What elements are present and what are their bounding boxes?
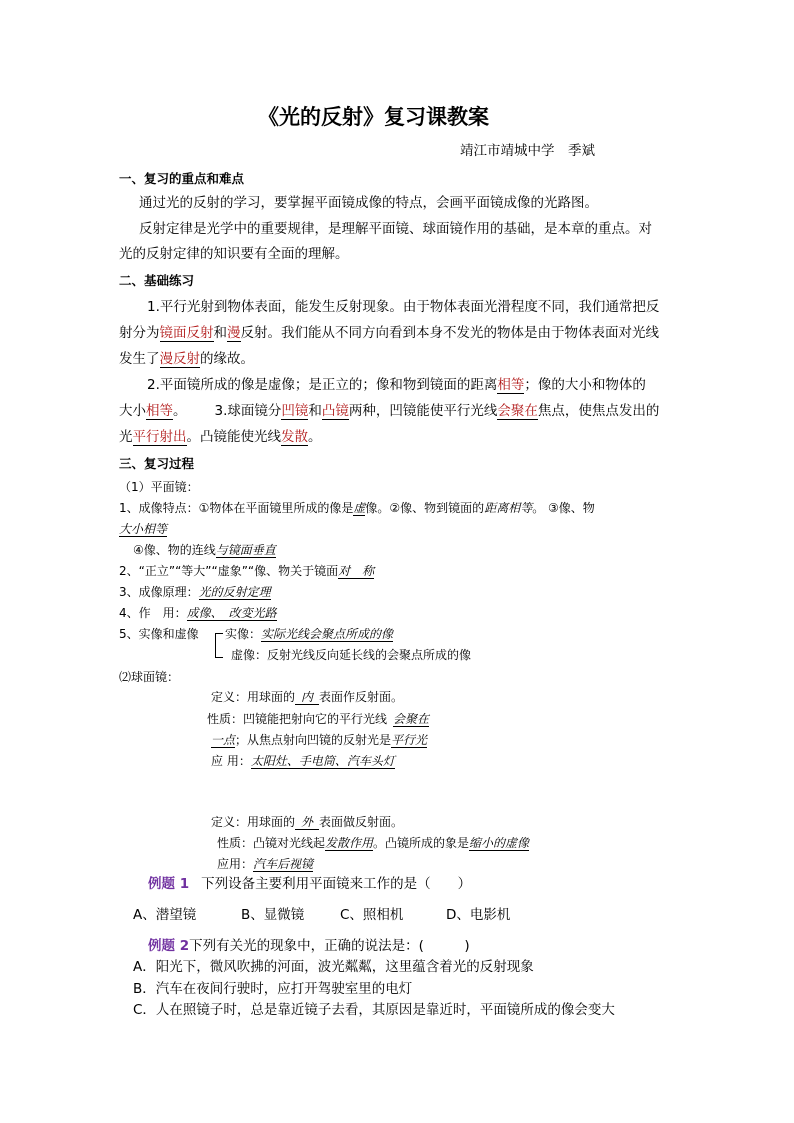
convex-prop [217, 834, 529, 852]
answer-diverging: 发散作用 [325, 836, 374, 850]
convex-text: 表面做反射面。 [319, 815, 404, 829]
q2-line-c [119, 428, 322, 446]
example-1-option-c: C、照相机 [340, 907, 404, 923]
answer-distance-equal: 距离相等 [484, 501, 533, 515]
answer-diverge: 发散 [281, 429, 308, 445]
answer-rearview: 汽车后视镜 [253, 857, 314, 871]
example-2-option-a: A．阳光下，微风吹拂的河面，波光粼粼，这里蕴含着光的反射现象 [133, 959, 534, 975]
example-1 [148, 875, 471, 893]
s1-para-2b: 光的反射定律的知识要有全面的理解。 [119, 246, 349, 262]
plane-line-3 [133, 541, 276, 559]
section-1-heading: 一、复习的重点和难点 [119, 171, 245, 186]
answer-reduced-virtual: 缩小的虚像 [469, 836, 530, 850]
answer-one-point: 一点 [211, 733, 236, 747]
q2-line-b [119, 402, 659, 420]
q3-text: 和 [308, 403, 322, 419]
answer-converge: 会聚在 [497, 403, 538, 419]
answer-reflection-law: 光的反射定理 [198, 585, 271, 599]
answer-concave: 凹镜 [281, 403, 309, 419]
answer-size-equal: 大小相等 [119, 522, 168, 536]
example-1-option-a: A、潜望镜 [133, 907, 197, 923]
plane-text: 实像： [225, 627, 262, 641]
plane-line-7 [119, 625, 199, 643]
concave-text: 应 用： [211, 754, 251, 768]
q1-line-c [119, 350, 254, 368]
answer-converge-at: 会聚在 [393, 712, 430, 726]
author-line: 靖江市靖城中学 季斌 [460, 143, 595, 159]
example-2-option-c: C．人在照镜子时，总是靠近镜子去看，其原因是靠近时，平面镜所成的像会变大 [133, 1002, 615, 1018]
doc-title: 《光的反射》复习课教案 [258, 105, 489, 129]
s1-para-2a: 反射定律是光学中的重要规律，是理解平面镜、球面镜作用的基础，是本章的重点。对 [139, 221, 652, 237]
q1-line-a: 1.平行光射到物体表面，能发生反射现象。由于物体表面光滑程度不同，我们通常把反 [147, 299, 660, 315]
answer-perpendicular: 与镜面垂直 [215, 543, 276, 557]
bracket-line [215, 633, 216, 657]
answer-symmetric: 对 称 [338, 564, 375, 578]
plane-text: 。 ③像、物 [532, 501, 595, 515]
plane-text: 3、成像原理： [119, 585, 199, 599]
plane-line-2 [119, 520, 167, 538]
convex-def [211, 813, 403, 831]
q1-line-b [119, 324, 659, 342]
convex-text: 。凸镜所成的象是 [373, 836, 470, 850]
answer-diffuse-reflection: 漫反射 [159, 351, 200, 367]
concave-def [211, 688, 403, 706]
bracket-tick-bottom [215, 657, 223, 658]
example-2 [148, 937, 470, 955]
example-1-label: 例题 1 [148, 876, 190, 892]
concave-text: 定义：用球面的 [211, 690, 296, 704]
plane-text: 2、“正立”“等大”“虚象”“像、物关于镜面 [119, 564, 339, 578]
plane-line-4 [119, 562, 374, 580]
example-1-option-b: B、显微镜 [241, 907, 305, 923]
answer-outer: 外 [295, 815, 319, 830]
q3-text: 。 [308, 429, 322, 445]
answer-parallel-light: 平行光 [391, 733, 428, 747]
answer-equal-distance: 相等 [497, 377, 525, 393]
concave-prop-2 [211, 731, 427, 749]
convex-use [217, 855, 313, 873]
s1-para-1: 通过光的反射的学习，要掌握平面镜成像的特点，会画平面镜成像的光路图。 [139, 195, 598, 211]
plane-mirror-heading: （1）平面镜： [119, 480, 199, 494]
answer-diffuse: 漫 [227, 325, 241, 341]
q2-text: 2.平面镜所成的像是虚像；是正立的；像和物到镜面的距离 [147, 377, 498, 393]
section-2-heading: 二、基础练习 [119, 273, 195, 288]
convex-text: 定义：用球面的 [211, 815, 296, 829]
convex-text: 应用： [217, 857, 254, 871]
plane-text: 1、成像特点：①物体在平面镜里所成的像是 [119, 501, 354, 515]
answer-real-image: 实际光线会聚点所成的像 [261, 627, 394, 641]
answer-inner: 内 [295, 690, 319, 705]
q1-text: 发生了 [119, 351, 160, 367]
concave-prop [207, 710, 429, 728]
q1-text: 射分为 [119, 325, 160, 341]
q1-text: 反射。我们能从不同方向看到本身不发光的物体是由于物体表面对光线 [240, 325, 659, 341]
plane-text: 4、作 用： [119, 606, 187, 620]
q2-line-a [147, 376, 646, 394]
concave-text: ；从焦点射向凹镜的反射光是 [235, 733, 392, 747]
plane-text: ④像、物的连线 [133, 543, 216, 557]
plane-text: 5、实像和虚像 [119, 627, 199, 641]
answer-convex: 凸镜 [321, 403, 349, 419]
q3-text: 3.球面镜分 [214, 403, 282, 419]
answer-mirror-reflection: 镜面反射 [159, 325, 214, 341]
q3-text: 光 [119, 429, 133, 445]
q2-text: 。 [173, 403, 187, 419]
example-2-option-b: B．汽车在夜间行驶时，应打开驾驶室里的电灯 [133, 981, 413, 997]
example-2-label: 例题 2 [148, 938, 190, 954]
example-2-question: 下列有关光的现象中，正确的说法是：( ) [189, 938, 470, 954]
plane-line-1 [119, 499, 595, 517]
q1-text: 和 [213, 325, 227, 341]
bracket-tick-top [215, 633, 223, 634]
concave-text: 表面作反射面。 [319, 690, 404, 704]
q2-text: 大小 [119, 403, 146, 419]
answer-parallel-out: 平行射出 [132, 429, 187, 445]
concave-use [211, 752, 395, 770]
q3-text: 两种，凹镜能使平行光线 [348, 403, 498, 419]
real-image-line [225, 625, 393, 643]
example-1-option-d: D、电影机 [446, 907, 511, 923]
plane-line-6 [119, 604, 277, 622]
q3-text: 焦点，使焦点发出的 [537, 403, 660, 419]
answer-equal-size: 相等 [146, 403, 173, 419]
q1-text: 的缘故。 [200, 351, 254, 367]
answer-function: 成像、 改变光路 [186, 606, 277, 620]
plane-text: 像。②像、物到镜面的 [365, 501, 485, 515]
spherical-mirror-heading: ⑵球面镜： [119, 670, 180, 684]
convex-text: 性质：凸镜对光线起 [217, 836, 326, 850]
section-3-heading: 三、复习过程 [119, 456, 195, 471]
example-1-question: 下列设备主要利用平面镜来工作的是（ ） [201, 876, 472, 892]
concave-text: 性质：凹镜能把射向它的平行光线 [207, 712, 388, 726]
q2-text: ；像的大小和物体的 [524, 377, 646, 393]
answer-virtual: 虚 [353, 501, 366, 515]
answer-concave-uses: 太阳灶、手电筒、汽车头灯 [250, 754, 395, 768]
virtual-image-line: 虚像：反射光线反向延长线的会聚点所成的像 [231, 648, 472, 662]
plane-line-5 [119, 583, 271, 601]
q3-text: 。凸镜能使光线 [186, 429, 281, 445]
